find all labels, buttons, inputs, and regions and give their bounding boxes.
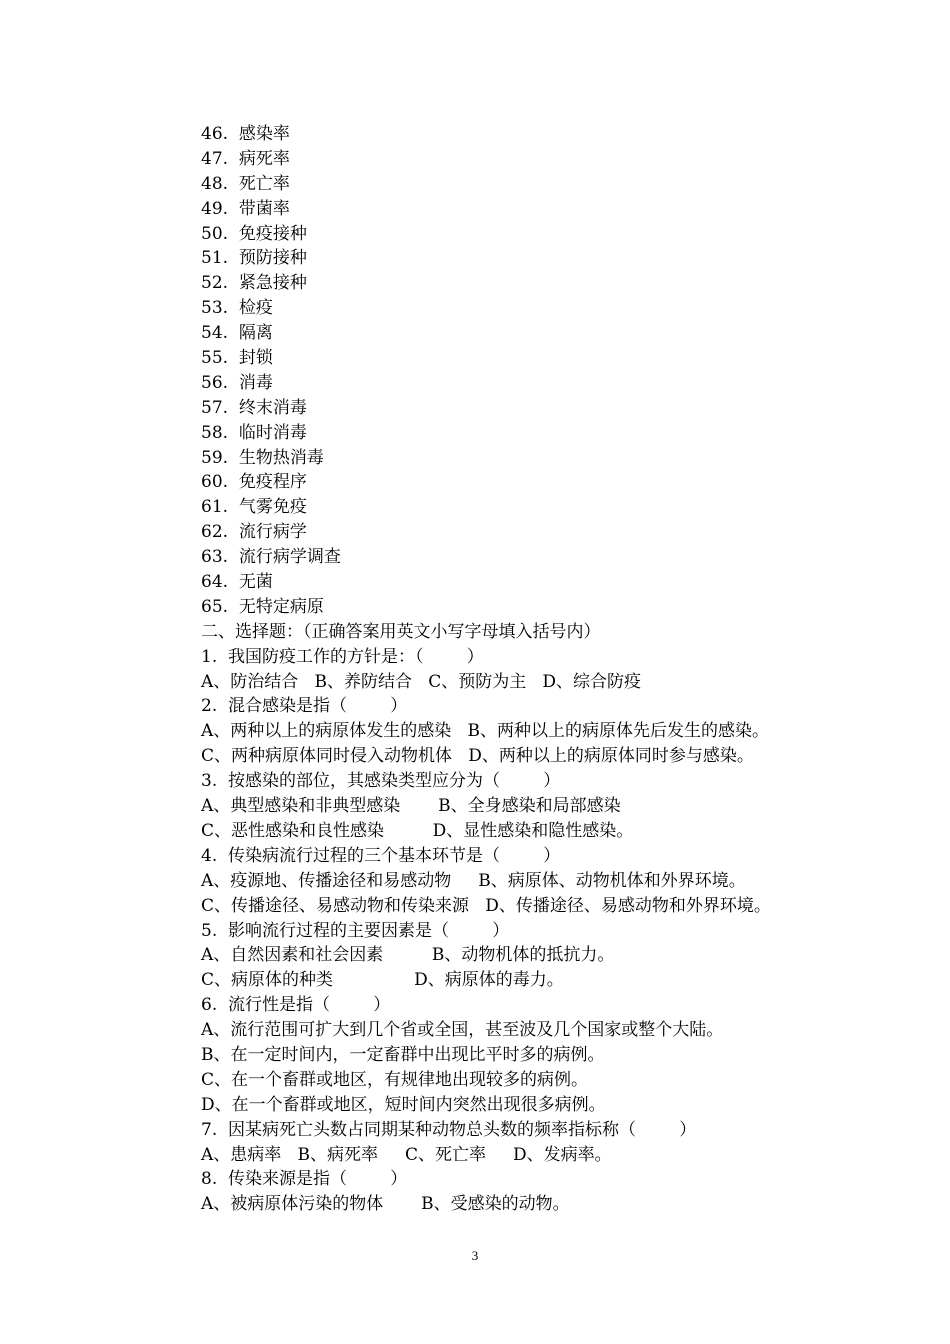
text-line: A、流行范围可扩大到几个省或全国，甚至波及几个国家或整个大陆。	[201, 1020, 724, 1041]
text-line: A、疫源地、传播途径和易感动物 B、病原体、动物机体和外界环境。	[201, 870, 746, 891]
text-line: 6. 流行性是指（ ）	[201, 995, 391, 1016]
text-line: 46. 感染率	[201, 124, 290, 144]
text-line: 61. 气雾免疫	[201, 497, 307, 518]
text-line: 52. 紧急接种	[201, 273, 307, 294]
text-line: 8. 传染来源是指（ ）	[201, 1169, 408, 1190]
text-line: C、两种病原体同时侵入动物机体 D、两种以上的病原体同时参与感染。	[201, 746, 754, 767]
text-line: C、传播途径、易感动物和传染来源 D、传播途径、易感动物和外界环境。	[201, 895, 771, 916]
text-line: 56. 消毒	[201, 372, 273, 393]
text-line: 62. 流行病学	[201, 522, 307, 543]
text-line: 5. 影响流行过程的主要因素是（ ）	[201, 920, 510, 941]
text-line: 57. 终末消毒	[201, 397, 307, 418]
text-line: 59. 生物热消毒	[201, 447, 324, 468]
document-body	[201, 122, 841, 1217]
text-line: 54. 隔离	[201, 323, 273, 344]
text-line: C、病原体的种类 D、病原体的毒力。	[201, 970, 564, 991]
text-line: A、患病率 B、病死率 C、死亡率 D、发病率。	[201, 1144, 612, 1165]
text-line: 47. 病死率	[201, 148, 290, 169]
text-line: 49. 带菌率	[201, 198, 290, 219]
text-line: 64. 无菌	[201, 572, 273, 593]
text-line: 二、选择题：（正确答案用英文小写字母填入括号内）	[201, 621, 601, 642]
text-line: 51. 预防接种	[201, 248, 307, 269]
text-line: B、在一定时间内，一定畜群中出现比平时多的病例。	[201, 1044, 605, 1065]
text-line: C、恶性感染和良性感染 D、显性感染和隐性感染。	[201, 820, 634, 841]
text-line: 65. 无特定病原	[201, 596, 324, 617]
text-line: A、被病原体污染的物体 B、受感染的动物。	[201, 1194, 570, 1215]
text-line: 2. 混合感染是指（ ）	[201, 696, 408, 717]
text-line: 55. 封锁	[201, 348, 273, 369]
page-number: 3	[471, 1248, 479, 1263]
text-line: 63. 流行病学调查	[201, 547, 341, 568]
text-line: 60. 免疫程序	[201, 472, 307, 493]
text-line: C、在一个畜群或地区，有规律地出现较多的病例。	[201, 1069, 589, 1090]
text-line: 4. 传染病流行过程的三个基本环节是（ ）	[201, 845, 561, 866]
text-line: 1. 我国防疫工作的方针是：（ ）	[201, 646, 484, 667]
text-line: 58. 临时消毒	[201, 422, 307, 443]
text-line: 50. 免疫接种	[201, 223, 307, 244]
text-line: A、自然因素和社会因素 B、动物机体的抵抗力。	[201, 945, 615, 966]
text-line: 53. 检疫	[201, 298, 273, 319]
text-line: 48. 死亡率	[201, 173, 290, 194]
text-line: 7. 因某病死亡头数占同期某种动物总头数的频率指标称（ ）	[201, 1119, 697, 1140]
text-line: A、防治结合 B、养防结合 C、预防为主 D、综合防疫	[201, 671, 642, 692]
text-line: A、典型感染和非典型感染 B、全身感染和局部感染	[201, 796, 621, 817]
text-line: D、在一个畜群或地区，短时间内突然出现很多病例。	[201, 1094, 606, 1115]
text-line: A、两种以上的病原体发生的感染 B、两种以上的病原体先后发生的感染。	[201, 721, 769, 742]
text-line: 3. 按感染的部位，其感染类型应分为（ ）	[201, 771, 561, 792]
